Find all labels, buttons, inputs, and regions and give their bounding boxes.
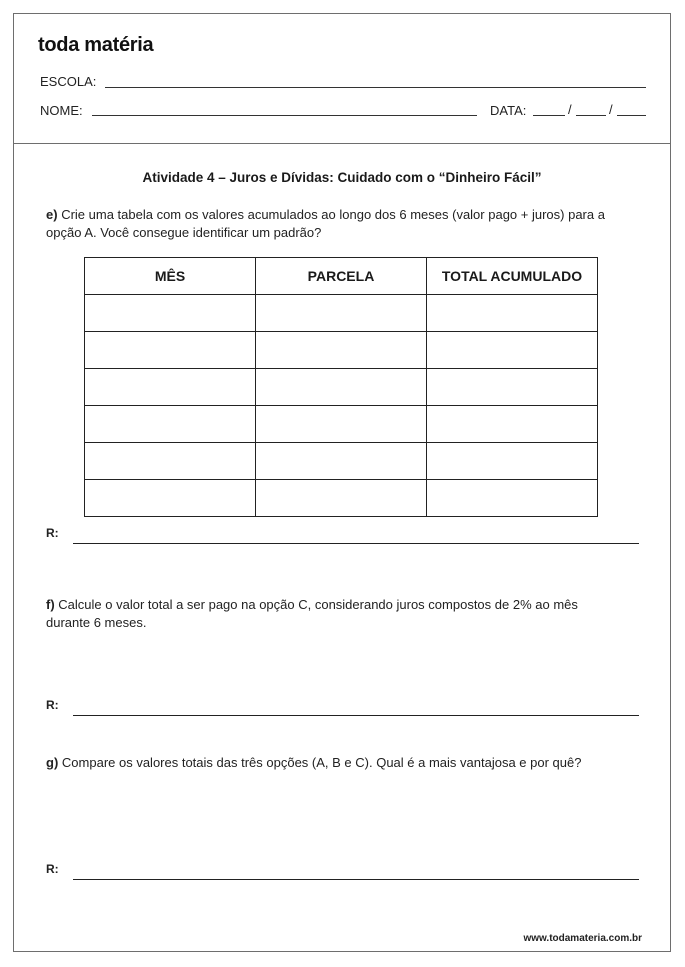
header-divider	[14, 143, 670, 144]
date-year-field[interactable]	[617, 115, 646, 116]
name-label: NOME:	[40, 103, 83, 118]
table-cell[interactable]	[85, 332, 256, 369]
table-cell[interactable]	[427, 406, 598, 443]
question-g-text: Compare os valores totais das três opções (A, B e C). Qual é a mais vantajosa e por quê?	[61, 755, 582, 770]
answer-label-f: R:	[46, 698, 59, 712]
table-row	[85, 369, 598, 406]
worksheet-frame	[13, 13, 671, 952]
table-row	[85, 332, 598, 369]
answer-line-e[interactable]	[73, 543, 639, 544]
question-f-letter: f)	[46, 597, 55, 612]
table-cell[interactable]	[427, 443, 598, 480]
answer-line-g[interactable]	[73, 879, 639, 880]
table-cell[interactable]	[256, 406, 427, 443]
question-e-text: Crie uma tabela com os valores acumulados ao longo dos 6 meses (valor pago + juros) para a opção A. Você consegue identificar um padrão?	[46, 207, 605, 240]
answer-label-g: R:	[46, 862, 59, 876]
school-label: ESCOLA:	[40, 74, 97, 89]
question-f	[46, 596, 616, 632]
column-header-installment: PARCELA	[256, 258, 427, 295]
table-cell[interactable]	[256, 295, 427, 332]
table-row	[85, 295, 598, 332]
table-row	[85, 406, 598, 443]
table-cell[interactable]	[427, 480, 598, 517]
table-cell[interactable]	[85, 295, 256, 332]
date-day-field[interactable]	[533, 115, 565, 116]
table-cell[interactable]	[256, 369, 427, 406]
table-cell[interactable]	[85, 369, 256, 406]
brand-logo: toda matéria	[38, 34, 154, 56]
table-cell[interactable]	[85, 480, 256, 517]
table-cell[interactable]	[256, 480, 427, 517]
date-separator: /	[568, 102, 572, 117]
table-cell[interactable]	[427, 295, 598, 332]
column-header-month: MÊS	[85, 258, 256, 295]
school-field[interactable]	[105, 87, 646, 88]
question-g-letter: g)	[46, 755, 59, 770]
accumulated-values-table	[84, 257, 598, 517]
table-row	[85, 443, 598, 480]
question-g	[46, 754, 616, 772]
table-row	[85, 480, 598, 517]
table-cell[interactable]	[427, 369, 598, 406]
name-field[interactable]	[92, 115, 477, 116]
question-e	[46, 206, 616, 242]
table-header-row	[85, 258, 598, 295]
column-header-accumulated-total: TOTAL ACUMULADO	[427, 258, 598, 295]
question-f-text: Calcule o valor total a ser pago na opção C, considerando juros compostos de 2% ao mês durante 6 meses.	[46, 597, 578, 630]
answer-label-e: R:	[46, 526, 59, 540]
table-cell[interactable]	[427, 332, 598, 369]
footer-url: www.todamateria.com.br	[523, 933, 642, 944]
date-separator: /	[609, 102, 613, 117]
table-cell[interactable]	[85, 406, 256, 443]
date-label: DATA:	[490, 103, 527, 118]
table-cell[interactable]	[256, 332, 427, 369]
date-month-field[interactable]	[576, 115, 606, 116]
question-e-letter: e)	[46, 207, 58, 222]
table-cell[interactable]	[85, 443, 256, 480]
activity-title: Atividade 4 – Juros e Dívidas: Cuidado com o “Dinheiro Fácil”	[142, 170, 542, 185]
table-cell[interactable]	[256, 443, 427, 480]
answer-line-f[interactable]	[73, 715, 639, 716]
